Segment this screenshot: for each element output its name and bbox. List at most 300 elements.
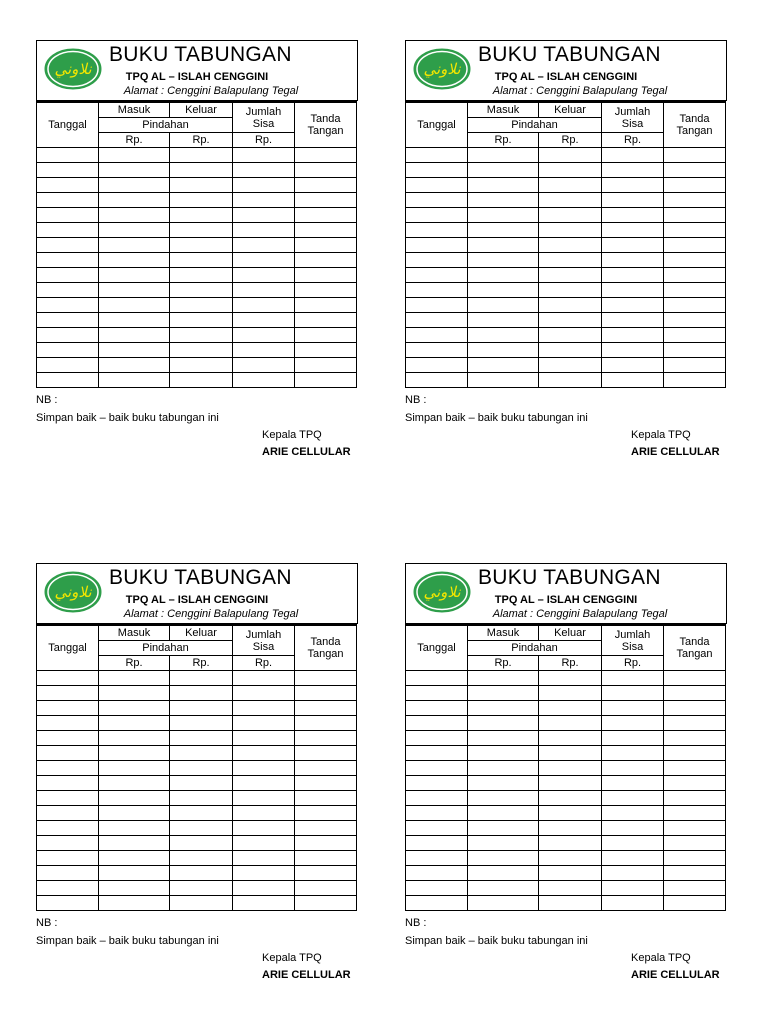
signer-name: ARIE CELLULAR <box>262 446 351 458</box>
ledger-cell <box>233 328 295 343</box>
ledger-cell <box>99 208 170 223</box>
ledger-cell <box>664 851 726 866</box>
ledger-cell <box>602 298 664 313</box>
ledger-cell <box>37 283 99 298</box>
ledger-row <box>406 298 726 313</box>
ledger-cell <box>602 806 664 821</box>
col-header-rp-masuk: Rp. <box>99 133 170 148</box>
ledger-cell <box>602 223 664 238</box>
ledger-cell <box>406 731 468 746</box>
ledger-row <box>406 178 726 193</box>
ledger-cell <box>233 313 295 328</box>
ledger-cell <box>233 836 295 851</box>
ledger-cell <box>295 268 357 283</box>
ledger-cell <box>468 836 539 851</box>
ledger-cell <box>99 836 170 851</box>
ledger-cell <box>468 193 539 208</box>
ledger-cell <box>170 716 233 731</box>
ledger-cell <box>468 701 539 716</box>
ledger-cell <box>539 881 602 896</box>
ledger-cell <box>664 313 726 328</box>
ledger-cell <box>37 268 99 283</box>
ledger-row <box>406 328 726 343</box>
ledger-cell <box>295 896 357 911</box>
note-text: Simpan baik – baik buku tabungan ini <box>405 412 588 424</box>
ledger-cell <box>99 313 170 328</box>
ledger-cell <box>99 253 170 268</box>
col-header-rp-keluar: Rp. <box>170 656 233 671</box>
ledger-cell <box>37 193 99 208</box>
ledger-cell <box>664 866 726 881</box>
card-header <box>36 563 358 624</box>
ledger-cell <box>170 343 233 358</box>
col-header-masuk: Masuk <box>99 625 170 641</box>
ledger-row <box>37 343 357 358</box>
svg-text:نلاوني: نلاوني <box>54 60 92 78</box>
ledger-row <box>37 791 357 806</box>
ledger-cell <box>295 178 357 193</box>
ledger-cell <box>295 761 357 776</box>
card-subtitle: TPQ AL – ISLAH CENGGINI <box>125 594 269 606</box>
card-title: BUKU TABUNGAN <box>478 566 661 589</box>
ledger-cell <box>99 148 170 163</box>
ledger-cell <box>602 746 664 761</box>
col-header-rp-sisa: Rp. <box>602 133 664 148</box>
ledger-cell <box>406 193 468 208</box>
ledger-cell <box>170 313 233 328</box>
ledger-cell <box>539 373 602 388</box>
ledger-cell <box>170 223 233 238</box>
ledger-cell <box>406 881 468 896</box>
ledger-cell <box>406 866 468 881</box>
ledger-cell <box>664 806 726 821</box>
col-header-masuk: Masuk <box>468 102 539 118</box>
ledger-cell <box>37 686 99 701</box>
ledger-cell <box>233 806 295 821</box>
ledger-cell <box>295 686 357 701</box>
ledger-cell <box>37 761 99 776</box>
ledger-cell <box>295 208 357 223</box>
ledger-cell <box>468 761 539 776</box>
ledger-cell <box>37 701 99 716</box>
ledger-table <box>36 100 357 388</box>
ledger-cell <box>602 148 664 163</box>
ledger-cell <box>539 686 602 701</box>
ledger-cell <box>602 776 664 791</box>
ledger-row <box>37 373 357 388</box>
ledger-cell <box>295 836 357 851</box>
ledger-cell <box>295 776 357 791</box>
ledger-cell <box>37 148 99 163</box>
ledger-cell <box>406 268 468 283</box>
ledger-cell <box>468 163 539 178</box>
ledger-cell <box>170 686 233 701</box>
ledger-cell <box>406 298 468 313</box>
ledger-cell <box>664 746 726 761</box>
ledger-cell <box>539 343 602 358</box>
ledger-cell <box>99 268 170 283</box>
note-text: Simpan baik – baik buku tabungan ini <box>36 412 219 424</box>
ledger-row <box>406 208 726 223</box>
ledger-cell <box>233 193 295 208</box>
ledger-cell <box>170 253 233 268</box>
svg-text:نلاوني: نلاوني <box>54 583 92 601</box>
ledger-cell <box>406 671 468 686</box>
ledger-cell <box>664 148 726 163</box>
ledger-row <box>37 866 357 881</box>
ledger-cell <box>37 358 99 373</box>
card-subtitle: TPQ AL – ISLAH CENGGINI <box>494 594 638 606</box>
ledger-cell <box>539 148 602 163</box>
ledger-cell <box>468 881 539 896</box>
ledger-cell <box>170 806 233 821</box>
ledger-cell <box>664 791 726 806</box>
ledger-cell <box>295 701 357 716</box>
ledger-cell <box>170 746 233 761</box>
ledger-cell <box>602 328 664 343</box>
ledger-cell <box>99 283 170 298</box>
ledger-cell <box>170 373 233 388</box>
ledger-cell <box>170 671 233 686</box>
ledger-cell <box>295 821 357 836</box>
ledger-cell <box>406 253 468 268</box>
ledger-cell <box>664 686 726 701</box>
ledger-cell <box>406 223 468 238</box>
ledger-cell <box>99 358 170 373</box>
ledger-cell <box>233 896 295 911</box>
ledger-cell <box>664 163 726 178</box>
ledger-cell <box>37 896 99 911</box>
ledger-cell <box>602 761 664 776</box>
ledger-row <box>406 746 726 761</box>
ledger-cell <box>468 343 539 358</box>
card-subtitle: TPQ AL – ISLAH CENGGINI <box>125 71 269 83</box>
ledger-cell <box>468 866 539 881</box>
ledger-cell <box>295 881 357 896</box>
ledger-cell <box>539 671 602 686</box>
ledger-cell <box>664 178 726 193</box>
ledger-cell <box>170 866 233 881</box>
ledger-cell <box>99 343 170 358</box>
ledger-cell <box>99 881 170 896</box>
ledger-cell <box>233 671 295 686</box>
ledger-cell <box>468 148 539 163</box>
tpq-logo <box>412 570 472 614</box>
ledger-cell <box>664 731 726 746</box>
ledger-row <box>406 761 726 776</box>
ledger-cell <box>233 283 295 298</box>
ledger-cell <box>37 163 99 178</box>
ledger-row <box>37 881 357 896</box>
ledger-row <box>37 836 357 851</box>
ledger-cell <box>468 896 539 911</box>
col-header-keluar: Keluar <box>170 102 233 118</box>
ledger-row <box>406 193 726 208</box>
ledger-cell <box>37 223 99 238</box>
ledger-cell <box>406 761 468 776</box>
ledger-cell <box>295 238 357 253</box>
ledger-cell <box>37 178 99 193</box>
col-header-rp-masuk: Rp. <box>99 656 170 671</box>
ledger-row <box>37 896 357 911</box>
col-header-keluar: Keluar <box>539 102 602 118</box>
ledger-cell <box>170 283 233 298</box>
ledger-row <box>37 851 357 866</box>
ledger-cell <box>37 806 99 821</box>
ledger-cell <box>406 328 468 343</box>
ledger-cell <box>539 701 602 716</box>
ledger-cell <box>539 761 602 776</box>
ledger-cell <box>468 223 539 238</box>
ledger-cell <box>539 283 602 298</box>
ledger-cell <box>37 253 99 268</box>
ledger-row <box>406 163 726 178</box>
tpq-logo <box>43 570 103 614</box>
ledger-cell <box>602 178 664 193</box>
ledger-cell <box>406 716 468 731</box>
ledger-cell <box>539 298 602 313</box>
ledger-cell <box>539 253 602 268</box>
ledger-row <box>406 686 726 701</box>
col-header-jumlah-sisa: Jumlah Sisa <box>602 102 664 133</box>
ledger-cell <box>37 343 99 358</box>
ledger-row <box>37 178 357 193</box>
ledger-cell <box>664 283 726 298</box>
ledger-cell <box>233 776 295 791</box>
col-header-masuk: Masuk <box>99 102 170 118</box>
ledger-cell <box>295 731 357 746</box>
ledger-cell <box>664 358 726 373</box>
ledger-cell <box>170 268 233 283</box>
ledger-cell <box>468 851 539 866</box>
ledger-cell <box>170 298 233 313</box>
ledger-row <box>406 701 726 716</box>
ledger-cell <box>664 716 726 731</box>
ledger-cell <box>99 821 170 836</box>
ledger-cell <box>664 328 726 343</box>
ledger-row <box>406 851 726 866</box>
ledger-row <box>406 373 726 388</box>
ledger-cell <box>99 791 170 806</box>
ledger-row <box>37 821 357 836</box>
ledger-cell <box>406 358 468 373</box>
col-header-masuk: Masuk <box>468 625 539 641</box>
col-header-jumlah-sisa: Jumlah Sisa <box>602 625 664 656</box>
ledger-cell <box>602 881 664 896</box>
ledger-cell <box>539 223 602 238</box>
ledger-cell <box>99 373 170 388</box>
ledger-cell <box>539 791 602 806</box>
ledger-cell <box>406 791 468 806</box>
nb-label: NB : <box>405 917 427 929</box>
ledger-row <box>406 896 726 911</box>
ledger-cell <box>233 701 295 716</box>
ledger-cell <box>295 283 357 298</box>
ledger-cell <box>37 731 99 746</box>
ledger-cell <box>170 731 233 746</box>
ledger-cell <box>602 716 664 731</box>
ledger-cell <box>468 178 539 193</box>
ledger-cell <box>295 223 357 238</box>
ledger-cell <box>468 328 539 343</box>
ledger-cell <box>233 373 295 388</box>
ledger-cell <box>539 821 602 836</box>
ledger-row <box>406 776 726 791</box>
ledger-row <box>406 223 726 238</box>
ledger-row <box>406 148 726 163</box>
ledger-cell <box>664 821 726 836</box>
ledger-cell <box>664 373 726 388</box>
ledger-cell <box>37 238 99 253</box>
ledger-row <box>37 328 357 343</box>
ledger-row <box>406 268 726 283</box>
ledger-cell <box>602 238 664 253</box>
ledger-cell <box>99 223 170 238</box>
ledger-cell <box>468 671 539 686</box>
ledger-cell <box>602 866 664 881</box>
ledger-cell <box>602 358 664 373</box>
ledger-cell <box>602 821 664 836</box>
ledger-cell <box>602 671 664 686</box>
svg-text:نلاوني: نلاوني <box>423 60 461 78</box>
ledger-cell <box>468 746 539 761</box>
ledger-cell <box>170 836 233 851</box>
ledger-cell <box>37 746 99 761</box>
ledger-cell <box>468 373 539 388</box>
nb-label: NB : <box>36 394 58 406</box>
ledger-cell <box>468 313 539 328</box>
ledger-cell <box>406 343 468 358</box>
col-header-pindahan: Pindahan <box>99 641 233 656</box>
ledger-cell <box>295 358 357 373</box>
col-header-pindahan: Pindahan <box>99 118 233 133</box>
ledger-cell <box>37 821 99 836</box>
ledger-table <box>405 623 726 911</box>
ledger-row <box>37 358 357 373</box>
ledger-cell <box>539 851 602 866</box>
col-header-tanda-tangan: Tanda Tangan <box>664 625 726 671</box>
ledger-cell <box>468 358 539 373</box>
ledger-cell <box>539 178 602 193</box>
ledger-cell <box>233 163 295 178</box>
ledger-cell <box>406 851 468 866</box>
ledger-row <box>37 268 357 283</box>
ledger-cell <box>99 776 170 791</box>
ledger-cell <box>664 253 726 268</box>
ledger-cell <box>468 208 539 223</box>
col-header-pindahan: Pindahan <box>468 641 602 656</box>
ledger-cell <box>37 298 99 313</box>
ledger-cell <box>295 716 357 731</box>
ledger-cell <box>233 821 295 836</box>
ledger-cell <box>602 851 664 866</box>
ledger-row <box>406 716 726 731</box>
ledger-cell <box>99 671 170 686</box>
col-header-jumlah-sisa: Jumlah Sisa <box>233 102 295 133</box>
ledger-cell <box>539 866 602 881</box>
ledger-cell <box>406 238 468 253</box>
ledger-row <box>37 313 357 328</box>
ledger-cell <box>170 701 233 716</box>
nb-label: NB : <box>36 917 58 929</box>
ledger-cell <box>539 806 602 821</box>
note-text: Simpan baik – baik buku tabungan ini <box>405 935 588 947</box>
ledger-cell <box>602 686 664 701</box>
ledger-cell <box>406 896 468 911</box>
ledger-row <box>406 343 726 358</box>
ledger-cell <box>468 283 539 298</box>
ledger-row <box>37 671 357 686</box>
note-text: Simpan baik – baik buku tabungan ini <box>36 935 219 947</box>
ledger-cell <box>602 313 664 328</box>
ledger-row <box>406 313 726 328</box>
ledger-row <box>37 806 357 821</box>
ledger-cell <box>602 283 664 298</box>
ledger-cell <box>170 163 233 178</box>
ledger-row <box>37 148 357 163</box>
ledger-cell <box>539 208 602 223</box>
ledger-cell <box>233 253 295 268</box>
card-header <box>405 563 727 624</box>
ledger-row <box>37 776 357 791</box>
ledger-row <box>37 716 357 731</box>
ledger-row <box>406 821 726 836</box>
ledger-cell <box>468 268 539 283</box>
col-header-tanggal: Tanggal <box>37 625 99 671</box>
ledger-cell <box>539 836 602 851</box>
ledger-cell <box>99 701 170 716</box>
ledger-row <box>406 671 726 686</box>
ledger-cell <box>664 896 726 911</box>
nb-label: NB : <box>405 394 427 406</box>
ledger-row <box>37 238 357 253</box>
ledger-cell <box>468 298 539 313</box>
ledger-cell <box>295 163 357 178</box>
ledger-cell <box>468 731 539 746</box>
ledger-cell <box>602 208 664 223</box>
ledger-row <box>37 746 357 761</box>
ledger-cell <box>99 298 170 313</box>
ledger-cell <box>602 253 664 268</box>
ledger-cell <box>664 238 726 253</box>
ledger-cell <box>468 821 539 836</box>
ledger-cell <box>99 851 170 866</box>
ledger-cell <box>539 731 602 746</box>
ledger-cell <box>664 701 726 716</box>
ledger-cell <box>37 671 99 686</box>
ledger-cell <box>406 701 468 716</box>
ledger-cell <box>170 148 233 163</box>
col-header-keluar: Keluar <box>170 625 233 641</box>
ledger-cell <box>37 836 99 851</box>
ledger-cell <box>99 328 170 343</box>
ledger-cell <box>233 716 295 731</box>
ledger-cell <box>295 806 357 821</box>
ledger-cell <box>602 896 664 911</box>
ledger-cell <box>99 193 170 208</box>
ledger-cell <box>170 896 233 911</box>
ledger-cell <box>295 298 357 313</box>
ledger-cell <box>99 163 170 178</box>
ledger-cell <box>406 148 468 163</box>
ledger-cell <box>468 806 539 821</box>
ledger-cell <box>406 746 468 761</box>
ledger-cell <box>664 343 726 358</box>
ledger-cell <box>233 223 295 238</box>
ledger-cell <box>539 328 602 343</box>
ledger-cell <box>295 746 357 761</box>
ledger-cell <box>37 776 99 791</box>
